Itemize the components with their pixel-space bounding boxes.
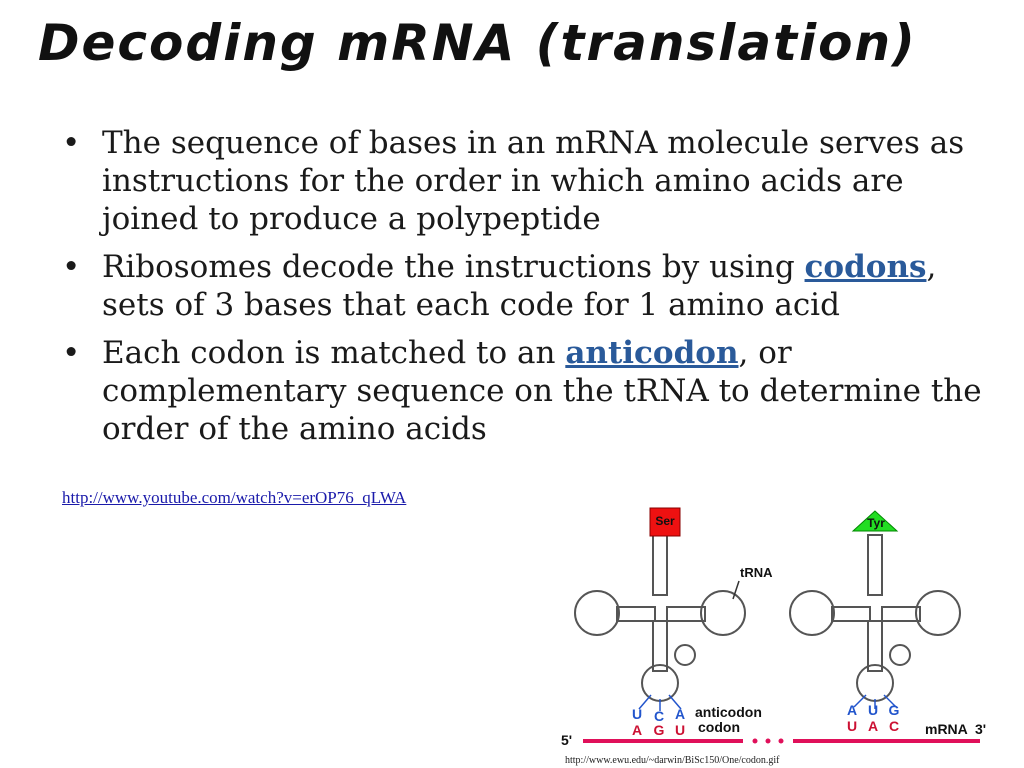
left-anticodon-2: C — [653, 708, 665, 724]
right-anticodon-3: G — [888, 702, 900, 718]
right-anticodon-2: U — [867, 702, 879, 718]
left-codon-1: A — [631, 722, 643, 738]
bullet-text: Ribosomes decode the instructions by using — [102, 249, 805, 285]
left-codon-2: G — [653, 722, 665, 738]
left-codon-3: U — [674, 722, 686, 738]
anticodon-label: anticodon — [695, 704, 762, 720]
right-codon-3: C — [888, 718, 900, 734]
three-prime-label: 3' — [975, 721, 987, 737]
ser-label: Ser — [655, 514, 675, 528]
right-anticodon-1: A — [846, 702, 858, 718]
left-anticodon-3: A — [674, 706, 686, 722]
bullet-list — [58, 124, 998, 458]
tyr-label: Tyr — [867, 516, 885, 530]
trna-codon-diagram — [555, 505, 1024, 768]
codons-link[interactable]: codons — [804, 249, 927, 285]
codon-label: codon — [698, 719, 740, 735]
youtube-link[interactable]: http://www.youtube.com/watch?v=erOP76_qLWA — [62, 488, 407, 507]
right-codon-1: U — [846, 718, 858, 734]
left-anticodon-1: U — [631, 706, 643, 722]
trna-label: tRNA — [740, 565, 773, 580]
bullet-text: , sets of 3 bases that each code for 1 amino acid — [102, 249, 937, 323]
bullet-item — [58, 248, 998, 324]
bullet-text: The sequence of bases in an mRNA molecule serves as instructions for the order in which amino acids are joined to produce a polypeptide — [102, 125, 965, 237]
five-prime-label: 5' — [561, 732, 573, 748]
bullet-text: Each codon is matched to an — [102, 335, 566, 371]
mrna-label: mRNA — [925, 721, 968, 737]
right-codon-2: A — [867, 718, 879, 734]
bullet-item — [58, 124, 998, 238]
image-credit: http://www.ewu.edu/~darwin/BiSc150/One/codon.gif — [565, 755, 780, 766]
bullet-text: , or complementary sequence on the tRNA to determine the order of the amino acids — [102, 335, 982, 447]
trna-right — [790, 535, 960, 701]
trna-left — [575, 535, 745, 701]
page-title: Decoding mRNA (translation) — [38, 14, 917, 72]
anticodon-link[interactable]: anticodon — [565, 335, 739, 371]
bullet-item — [58, 334, 998, 448]
